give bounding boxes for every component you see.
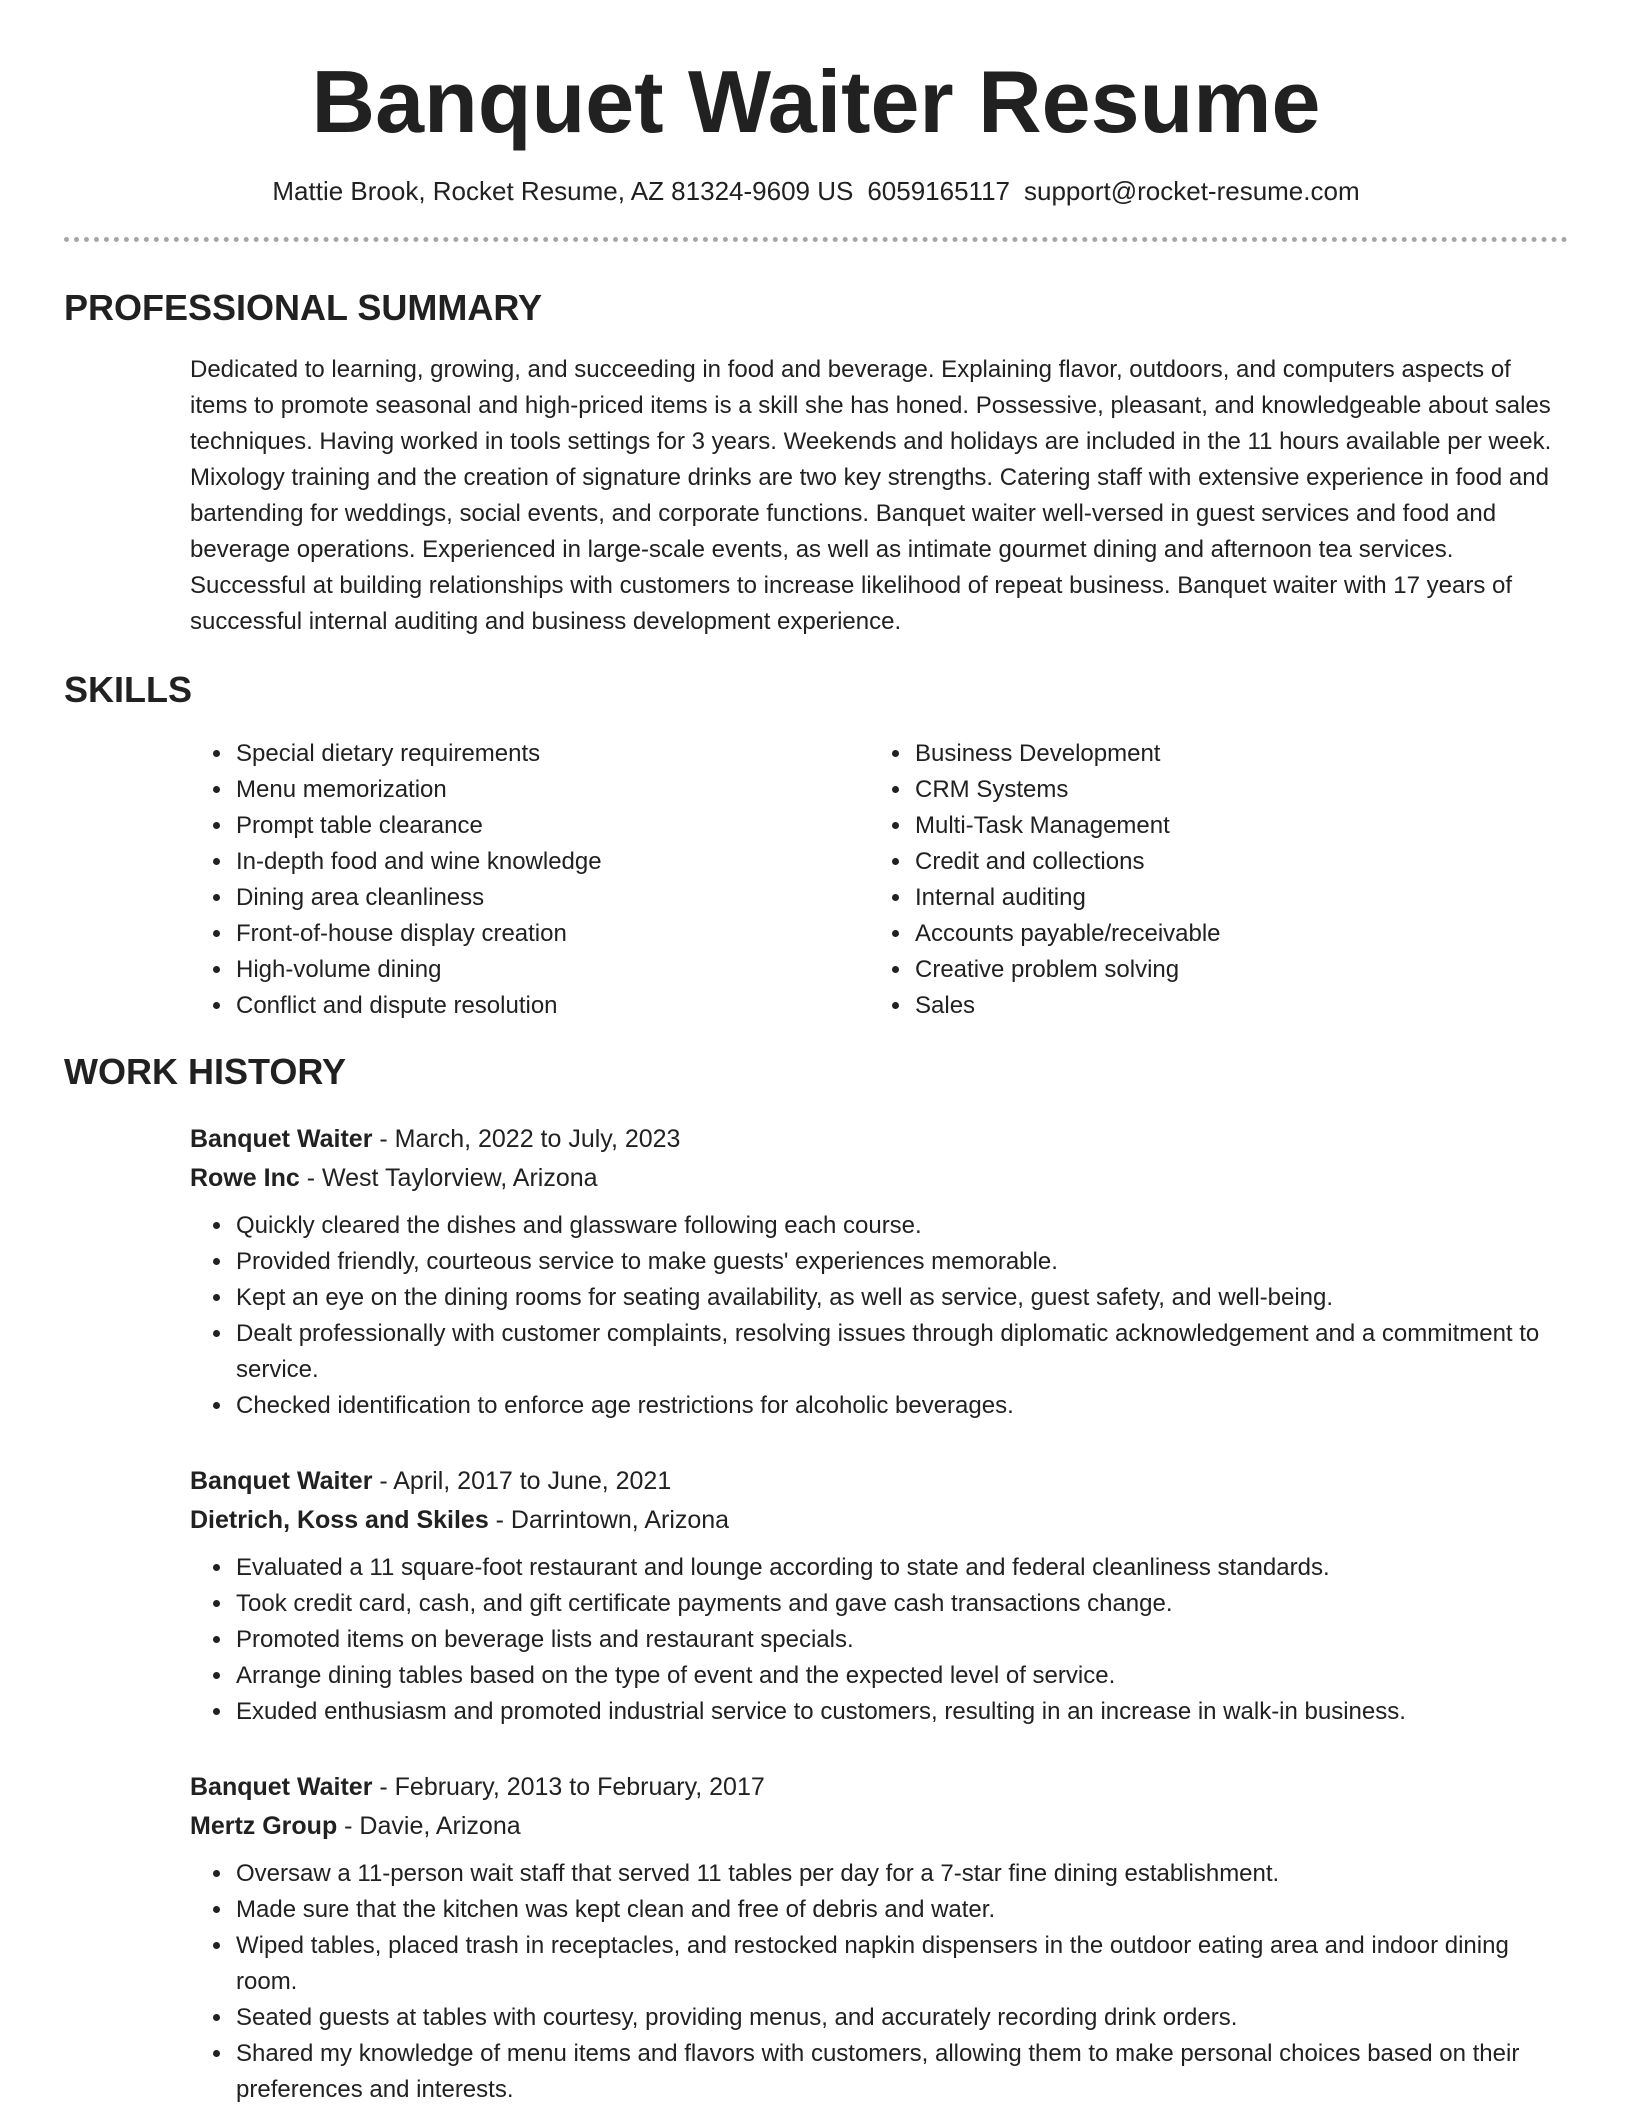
job-role: Banquet Waiter <box>190 1467 373 1495</box>
skill-item: • Internal auditing <box>913 880 1548 916</box>
job-bullet: • Took credit card, cash, and gift certificate payments and gave cash transactions change. <box>234 1586 1568 1622</box>
job-role-line <box>190 1462 1568 1501</box>
job-entry <box>190 1768 1568 2108</box>
skill-item: • Creative problem solving <box>913 952 1548 988</box>
job-bullet: • Dealt professionally with customer complaints, resolving issues through diplomatic acknowledgement and a commitment to service. <box>234 1316 1568 1388</box>
skill-item: • Dining area cleanliness <box>234 880 869 916</box>
job-location: - Davie, Arizona <box>337 1812 521 1840</box>
job-bullet: • Evaluated a 11 square-foot restaurant and lounge according to state and federal cleanliness standards. <box>234 1550 1568 1586</box>
job-bullet: • Shared my knowledge of menu items and flavors with customers, allowing them to make personal choices based on their preferences and interests. <box>234 2036 1568 2108</box>
skill-item: • Conflict and dispute resolution <box>234 988 869 1024</box>
skill-item: • Accounts payable/receivable <box>913 916 1548 952</box>
job-role-line <box>190 1768 1568 1807</box>
skill-item: • Prompt table clearance <box>234 808 869 844</box>
summary-heading: PROFESSIONAL SUMMARY <box>64 287 543 328</box>
job-company-line <box>190 1807 1568 1846</box>
job-bullet: • Oversaw a 11-person wait staff that served 11 tables per day for a 7-star fine dining establishment. <box>234 1856 1568 1892</box>
job-bullets <box>190 1208 1568 1424</box>
job-bullet: • Exuded enthusiasm and promoted industrial service to customers, resulting in an increase in walk-in business. <box>234 1694 1568 1730</box>
job-bullet: • Made sure that the kitchen was kept clean and free of debris and water. <box>234 1892 1568 1928</box>
job-bullet: • Wiped tables, placed trash in receptacles, and restocked napkin dispensers in the outdoor eating area and indoor dining room. <box>234 1928 1568 2000</box>
skill-item: • Business Development <box>913 736 1548 772</box>
job-bullet: • Arrange dining tables based on the type of event and the expected level of service. <box>234 1658 1568 1694</box>
skill-item: • Multi-Task Management <box>913 808 1548 844</box>
job-role: Banquet Waiter <box>190 1773 373 1801</box>
skill-item: • Credit and collections <box>913 844 1548 880</box>
job-location: - West Taylorview, Arizona <box>299 1164 598 1192</box>
job-company-line <box>190 1159 1568 1198</box>
summary-text: Dedicated to learning, growing, and succeeding in food and beverage. Explaining flavor, outdoors, and computers aspects of items to promote seasonal and high-priced items is a skill she has honed. Possessive, pleasant, and knowledgeable about sales techniques. Having worked in tools settings for 3 years. Weekends and holidays are included in the 11 hours available per week. Mixology training and the creation of signature drinks are two key strengths. Catering staff with extensive experience in food and bartending for weddings, social events, and corporate functions. Banquet waiter well-versed in guest services and food and beverage operations. Experienced in large-scale events, as well as intimate gourmet dining and afternoon tea services. Successful at building relationships with customers to increase likelihood of repeat business. Banquet waiter with 17 years of successful internal auditing and business development experience. <box>190 356 1552 635</box>
job-dates: - April, 2017 to June, 2021 <box>372 1467 672 1495</box>
skill-item: • Front-of-house display creation <box>234 916 869 952</box>
job-company-line <box>190 1501 1568 1540</box>
job-company: Mertz Group <box>190 1812 338 1840</box>
skill-item: • Special dietary requirements <box>234 736 869 772</box>
job-bullets <box>190 1856 1568 2108</box>
job-entry <box>190 1462 1568 1730</box>
skill-item: • In-depth food and wine knowledge <box>234 844 869 880</box>
contact-line <box>64 174 1568 208</box>
job-bullet: • Seated guests at tables with courtesy, providing menus, and accurately recording drink orders. <box>234 2000 1568 2036</box>
skills-list <box>190 736 1568 1024</box>
job-bullet: • Kept an eye on the dining rooms for seating availability, as well as service, guest safety, and well-being. <box>234 1280 1568 1316</box>
job-dates: - February, 2013 to February, 2017 <box>372 1773 765 1801</box>
skill-item: • Menu memorization <box>234 772 869 808</box>
skills-column-right <box>869 736 1548 1024</box>
skills-heading: SKILLS <box>64 669 193 710</box>
job-role: Banquet Waiter <box>190 1125 373 1153</box>
job-bullet: • Quickly cleared the dishes and glassware following each course. <box>234 1208 1568 1244</box>
skill-item: • High-volume dining <box>234 952 869 988</box>
job-location: - Darrintown, Arizona <box>488 1506 730 1534</box>
contact-address: Mattie Brook, Rocket Resume, AZ 81324-9609 US <box>272 176 854 206</box>
job-company: Rowe Inc <box>190 1164 300 1192</box>
job-bullets <box>190 1550 1568 1730</box>
work-history-heading: WORK HISTORY <box>64 1051 347 1092</box>
skill-item: • Sales <box>913 988 1548 1024</box>
job-dates: - March, 2022 to July, 2023 <box>372 1125 681 1153</box>
job-bullet: • Promoted items on beverage lists and restaurant specials. <box>234 1622 1568 1658</box>
contact-email: support@rocket-resume.com <box>1024 176 1360 206</box>
job-company: Dietrich, Koss and Skiles <box>190 1506 489 1534</box>
job-bullet: • Provided friendly, courteous service to make guests' experiences memorable. <box>234 1244 1568 1280</box>
header-divider <box>64 237 1568 242</box>
job-role-line <box>190 1120 1568 1159</box>
resume-title: Banquet Waiter Resume <box>311 52 1321 151</box>
job-bullet: • Checked identification to enforce age restrictions for alcoholic beverages. <box>234 1388 1568 1424</box>
skills-column-left <box>190 736 869 1024</box>
job-entry <box>190 1120 1568 1424</box>
skill-item: • CRM Systems <box>913 772 1548 808</box>
contact-phone: 6059165117 <box>867 176 1010 206</box>
resume-page <box>64 0 1568 2108</box>
